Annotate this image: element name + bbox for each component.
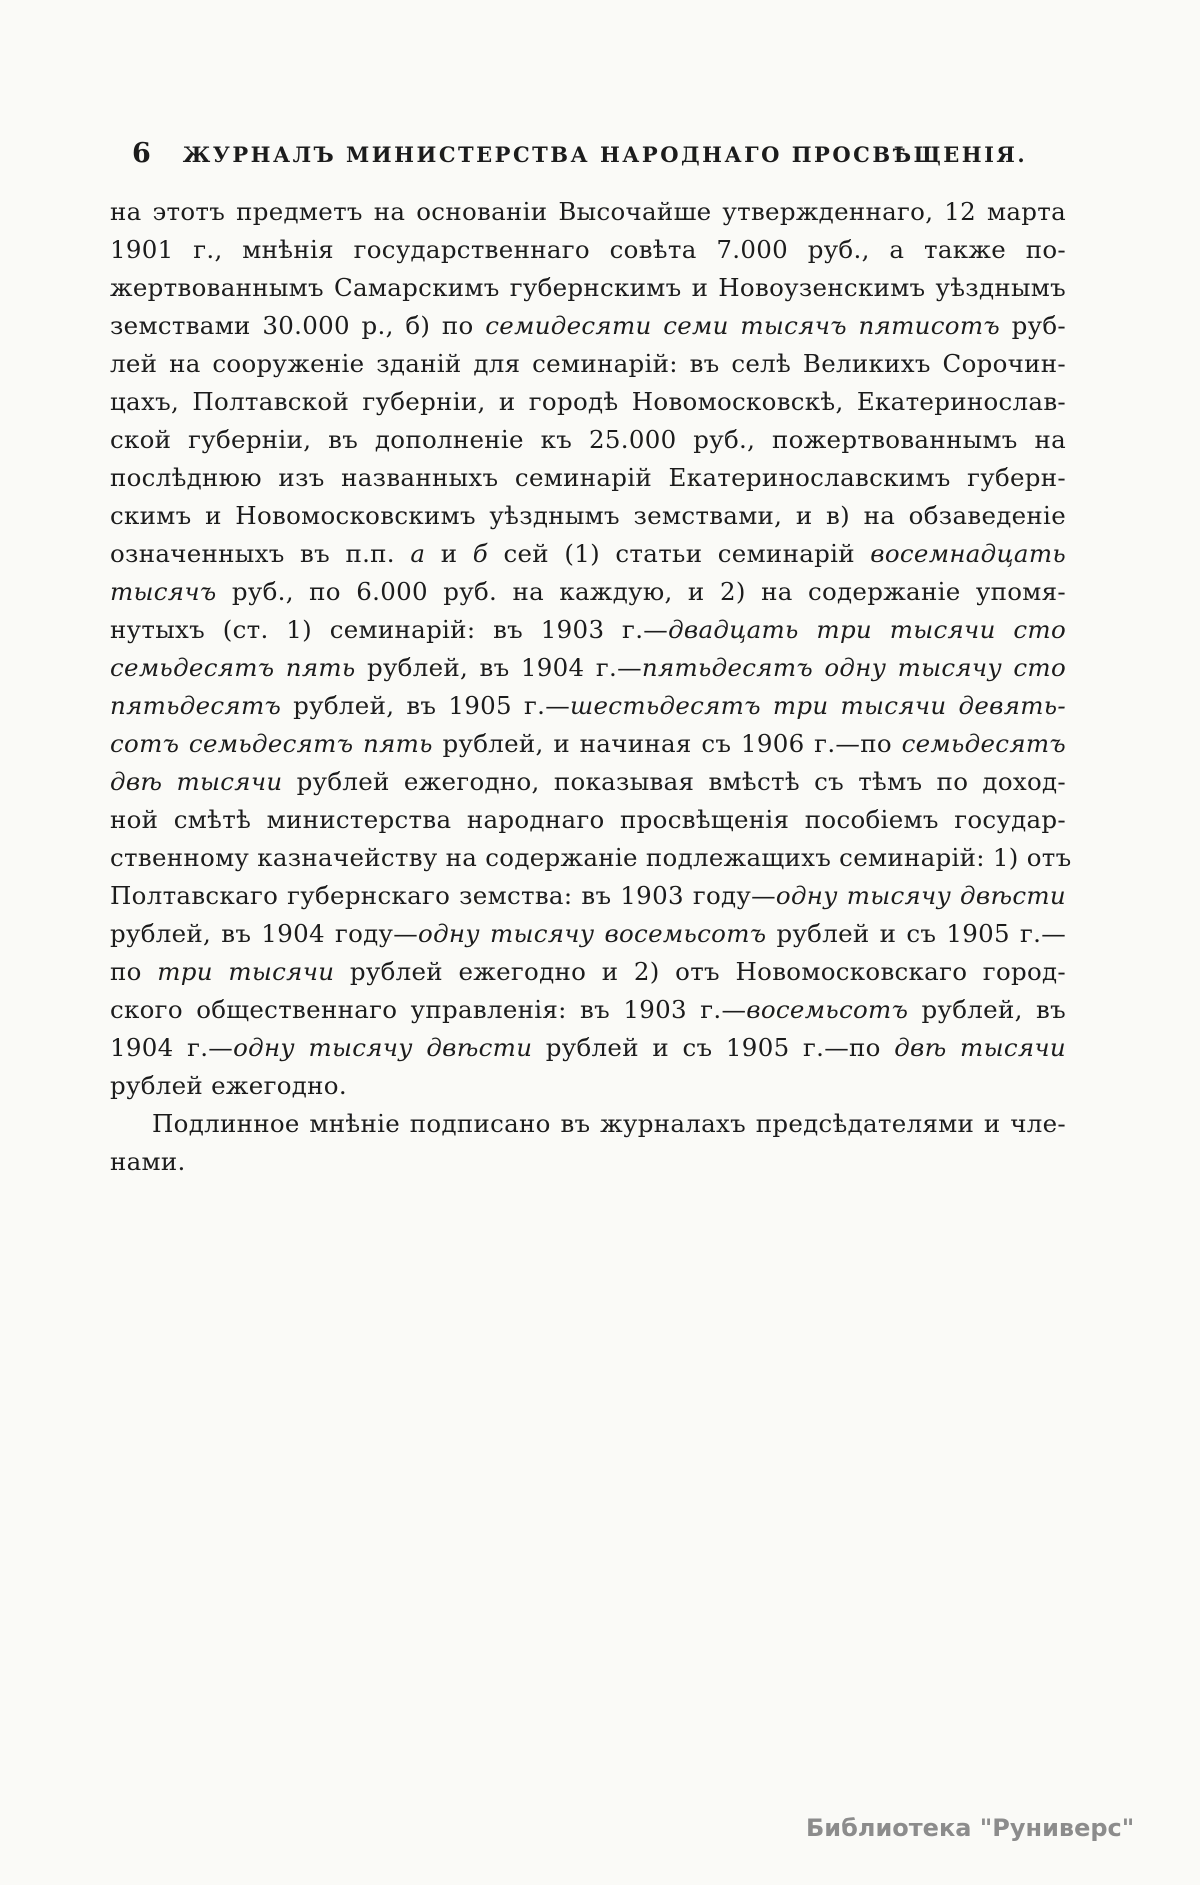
- text-line: [110, 459, 1066, 497]
- text-segment: на этотъ предметъ на основаніи Высочайше утвержденнаго, 12 марта: [110, 197, 1066, 226]
- text-line: [110, 307, 1066, 345]
- text-segment: 1904 г.—: [110, 1033, 234, 1062]
- text-line: [110, 421, 1066, 459]
- journal-title: ЖУРНАЛЪ МИНИСТЕРСТВА НАРОДНАГО ПРОСВѢЩЕНІЯ.: [182, 142, 1028, 167]
- text-line: [110, 801, 1066, 839]
- text-line: [110, 725, 1066, 763]
- text-segment: рублей, въ: [908, 995, 1066, 1024]
- text-line: [110, 611, 1066, 649]
- text-line: [110, 649, 1066, 687]
- text-line: [110, 839, 1072, 877]
- italic-segment: сотъ семьдесятъ пять: [110, 729, 433, 758]
- text-segment: рублей и съ 1905 г.—: [766, 919, 1067, 948]
- italic-segment: б: [472, 539, 489, 568]
- text-segment: означенныхъ въ п.п.: [110, 539, 411, 568]
- text-segment: рублей, въ 1905 г.—: [281, 691, 570, 720]
- text-line: [110, 1105, 1066, 1143]
- italic-segment: одну тысячу двѣсти: [233, 1033, 533, 1062]
- text-segment: и: [425, 539, 473, 568]
- text-segment: лей на сооруженіе зданій для семинарій: въ селѣ Великихъ Сорочин-: [110, 349, 1066, 378]
- italic-segment: семьдесятъ: [901, 729, 1066, 758]
- text-segment: рублей ежегодно и 2) отъ Новомосковскаго город-: [334, 957, 1066, 986]
- text-line: [110, 231, 1066, 269]
- italic-segment: семьдесятъ пять: [110, 653, 356, 682]
- text-line: [110, 763, 1066, 801]
- italic-segment: шестьдесятъ три тысячи девять-: [570, 691, 1066, 720]
- text-line: [110, 269, 1066, 307]
- text-line: [110, 877, 1066, 915]
- text-segment: жертвованнымъ Самарскимъ губернскимъ и Новоузенскимъ уѣзднымъ: [110, 273, 1066, 302]
- text-segment: рублей, въ 1904 г.—: [355, 653, 642, 682]
- text-segment: руб-: [1000, 311, 1066, 340]
- page-number: 6: [132, 138, 151, 169]
- text-line: [110, 497, 1066, 535]
- text-segment: руб., по 6.000 руб. на каждую, и 2) на содержаніе упомя-: [216, 577, 1066, 606]
- italic-segment: три тысячи: [157, 957, 335, 986]
- italic-segment: восемнадцать: [870, 539, 1066, 568]
- text-line: [110, 535, 1066, 573]
- italic-segment: семидесяти семи тысячъ пятисотъ: [485, 311, 1000, 340]
- italic-segment: пятьдесятъ: [110, 691, 282, 720]
- italic-segment: одну тысячу восемьсотъ: [418, 919, 767, 948]
- text-line: [110, 345, 1066, 383]
- page-header: [110, 138, 1065, 172]
- italic-segment: двѣ тысячи: [894, 1033, 1066, 1062]
- text-segment: Подлинное мнѣніе подписано въ журналахъ предсѣдателями и чле-: [152, 1109, 1066, 1138]
- text-line: [110, 953, 1066, 991]
- text-line: [110, 193, 1066, 231]
- text-segment: рублей, и начиная съ 1906 г.—по: [432, 729, 902, 758]
- text-segment: нами.: [110, 1147, 186, 1176]
- text-line: [110, 991, 1066, 1029]
- text-segment: цахъ, Полтавской губерніи, и городѣ Новомосковскѣ, Екатеринослав-: [110, 387, 1066, 416]
- text-line: [110, 1029, 1066, 1067]
- text-segment: нутыхъ (ст. 1) семинарій: въ 1903 г.—: [110, 615, 669, 644]
- italic-segment: а: [410, 539, 426, 568]
- italic-segment: двѣ тысячи: [110, 767, 283, 796]
- text-segment: ской губерніи, въ дополненіе къ 25.000 руб., пожертвованнымъ на: [110, 425, 1066, 454]
- italic-segment: пятьдесятъ одну тысячу сто: [641, 653, 1066, 682]
- text-segment: рублей ежегодно.: [110, 1071, 347, 1100]
- text-segment: сей (1) статьи семинарій: [488, 539, 871, 568]
- text-segment: ной смѣтѣ министерства народнаго просвѣщенія пособіемъ государ-: [110, 805, 1066, 834]
- text-segment: ственному казначейству на содержаніе подлежащихъ семинарій: 1) отъ: [110, 843, 1072, 872]
- text-segment: послѣднюю изъ названныхъ семинарій Екатеринославскимъ губерн-: [110, 463, 1066, 492]
- text-segment: скимъ и Новомосковскимъ уѣзднымъ земствами, и в) на обзаведеніе: [110, 501, 1066, 530]
- library-watermark: Библиотека "Руниверс": [806, 1814, 1135, 1842]
- text-segment: по: [110, 957, 158, 986]
- text-segment: Полтавскаго губернскаго земства: въ 1903 году—: [110, 881, 776, 910]
- text-segment: рублей ежегодно, показывая вмѣстѣ съ тѣмъ по доход-: [282, 767, 1066, 796]
- text-line: [110, 1067, 1066, 1105]
- italic-segment: восемьсотъ: [746, 995, 909, 1024]
- text-segment: земствами 30.000 р., б) по: [110, 311, 486, 340]
- italic-segment: двадцать три тысячи сто: [668, 615, 1066, 644]
- text-line: [110, 687, 1066, 725]
- text-line: [110, 573, 1066, 611]
- text-line: [110, 383, 1066, 421]
- text-segment: ского общественнаго управленія: въ 1903 г.—: [110, 995, 747, 1024]
- text-segment: рублей, въ 1904 году—: [110, 919, 419, 948]
- text-segment: 1901 г., мнѣнія государственнаго совѣта 7.000 руб., а также по-: [110, 235, 1066, 264]
- italic-segment: одну тысячу двѣсти: [775, 881, 1066, 910]
- text-segment: рублей и съ 1905 г.—по: [532, 1033, 895, 1062]
- body-text: [110, 193, 1072, 1181]
- text-line: [110, 1143, 1066, 1181]
- text-line: [110, 915, 1066, 953]
- italic-segment: тысячъ: [110, 577, 217, 606]
